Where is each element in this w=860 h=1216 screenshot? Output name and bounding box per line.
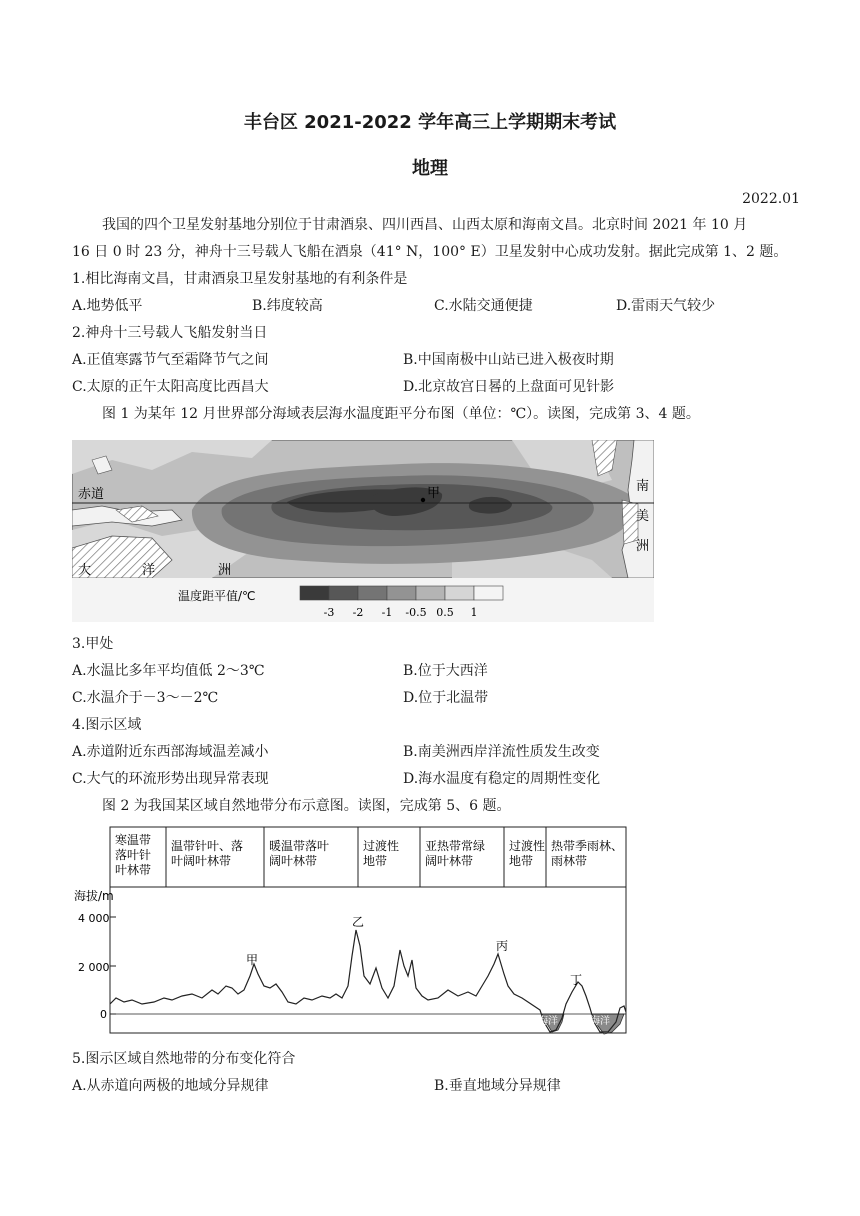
point-bing-label: 丙 bbox=[496, 939, 509, 953]
q4-option-a: A.赤道附近东西部海域温差减小 bbox=[72, 744, 269, 760]
zone-label: 温带针叶、落叶阔叶林带 bbox=[171, 839, 244, 868]
zone-label: 过渡性地带 bbox=[363, 839, 400, 868]
y-tick-2000: 2 000 bbox=[78, 961, 110, 974]
legend-swatch bbox=[474, 586, 503, 600]
question-5-stem: 5.图示区域自然地带的分布变化符合 bbox=[72, 1051, 296, 1067]
legend-tick-label: -2 bbox=[352, 606, 364, 619]
south-america-label-1: 南 bbox=[636, 479, 650, 494]
equator-label: 赤道 bbox=[78, 487, 105, 502]
legend-swatches bbox=[300, 586, 503, 600]
legend-tick-label: 0.5 bbox=[436, 606, 454, 619]
legend-swatch bbox=[329, 586, 358, 600]
sst-anomaly-map bbox=[72, 440, 654, 622]
sea-label-2: 海洋 bbox=[590, 1016, 610, 1027]
question-4-stem: 4.图示区域 bbox=[72, 717, 142, 733]
q1-option-a: A.地势低平 bbox=[72, 298, 143, 314]
q2-option-a: A.正值寒露节气至霜降节气之间 bbox=[72, 352, 269, 368]
q3-option-b: B.位于大西洋 bbox=[403, 663, 488, 679]
zone-label: 亚热带常绿阔叶林带 bbox=[425, 839, 486, 868]
legend-tick-label: -3 bbox=[323, 606, 335, 619]
oceania-label-1: 大 bbox=[78, 563, 92, 578]
q2-option-d: D.北京故宫日晷的上盘面可见针影 bbox=[403, 379, 615, 395]
legend-swatch bbox=[387, 586, 416, 600]
point-jia-label: 甲 bbox=[427, 486, 441, 501]
legend-swatch bbox=[300, 586, 329, 600]
zone-label: 过渡性地带 bbox=[509, 839, 546, 868]
q4-option-d: D.海水温度有稳定的周期性变化 bbox=[403, 771, 601, 787]
q3-option-a: A.水温比多年平均值低 2～3℃ bbox=[72, 663, 265, 679]
exam-date: 2022.01 bbox=[742, 191, 800, 207]
south-america-label-2: 美 bbox=[636, 509, 650, 524]
zone-label: 暖温带落叶阔叶林带 bbox=[269, 839, 330, 868]
y-axis-label: 海拔/m bbox=[74, 889, 114, 903]
q4-option-b: B.南美洲西岸洋流性质发生改变 bbox=[403, 744, 600, 760]
q1-option-c: C.水陆交通便捷 bbox=[434, 298, 533, 314]
q3-option-d: D.位于北温带 bbox=[403, 690, 489, 706]
legend-swatch bbox=[358, 586, 387, 600]
q5-option-b: B.垂直地域分异规律 bbox=[434, 1078, 561, 1094]
q1-option-d: D.雷雨天气较少 bbox=[616, 298, 716, 314]
q2-option-c: C.太原的正午太阳高度比西昌大 bbox=[72, 379, 269, 395]
point-jia-label: 甲 bbox=[246, 953, 259, 967]
legend-tick-label: -1 bbox=[381, 606, 393, 619]
natural-zone-profile bbox=[72, 826, 632, 1038]
legend-tick-label: 1 bbox=[470, 606, 478, 619]
legend-tick-label: -0.5 bbox=[405, 606, 427, 619]
q1-option-b: B.纬度较高 bbox=[252, 298, 323, 314]
y-tick-4000: 4 000 bbox=[78, 912, 110, 925]
point-ding-label: 丁 bbox=[570, 973, 583, 987]
legend-swatch bbox=[416, 586, 445, 600]
intro-line-1: 我国的四个卫星发射基地分别位于甘肃酒泉、四川西昌、山西太原和海南文昌。北京时间 2021 年 10 月 bbox=[102, 217, 748, 233]
q4-option-c: C.大气的环流形势出现异常表现 bbox=[72, 771, 269, 787]
q5-option-a: A.从赤道向两极的地域分异规律 bbox=[72, 1078, 269, 1094]
exam-title: 丰台区 2021-2022 学年高三上学期期末考试 bbox=[243, 112, 617, 133]
question-3-stem: 3.甲处 bbox=[72, 636, 114, 652]
figure-2-caption: 图 2 为我国某区域自然地带分布示意图。读图，完成第 5、6 题。 bbox=[102, 798, 511, 814]
q3-option-c: C.水温介于－3～－2℃ bbox=[72, 690, 219, 706]
zone-label: 热带季雨林、雨林带 bbox=[551, 839, 624, 868]
zone-label: 寒温带落叶针叶林带 bbox=[115, 833, 152, 877]
subject-title: 地理 bbox=[412, 158, 448, 179]
q2-option-b: B.中国南极中山站已进入极夜时期 bbox=[403, 352, 614, 368]
intro-line-2: 16 日 0 时 23 分，神舟十三号载人飞船在酒泉（41° N，100° E）卫星发射中心成功发射。据此完成第 1、2 题。 bbox=[72, 244, 788, 260]
oceania-label-2: 洋 bbox=[142, 563, 156, 578]
y-tick-0: 0 bbox=[100, 1008, 107, 1021]
point-yi-label: 乙 bbox=[352, 915, 365, 929]
oceania-label-3: 洲 bbox=[218, 563, 232, 578]
legend-title: 温度距平值/℃ bbox=[178, 589, 256, 603]
question-2-stem: 2.神舟十三号载人飞船发射当日 bbox=[72, 325, 268, 341]
question-1-stem: 1.相比海南文昌，甘肃酒泉卫星发射基地的有利条件是 bbox=[72, 271, 408, 287]
sea-label-1: 海洋 bbox=[538, 1016, 558, 1027]
figure-1-caption: 图 1 为某年 12 月世界部分海域表层海水温度距平分布图（单位：℃）。读图，完成第 3、4 题。 bbox=[102, 406, 700, 422]
legend-swatch bbox=[445, 586, 474, 600]
south-america-label-3: 洲 bbox=[636, 539, 650, 554]
